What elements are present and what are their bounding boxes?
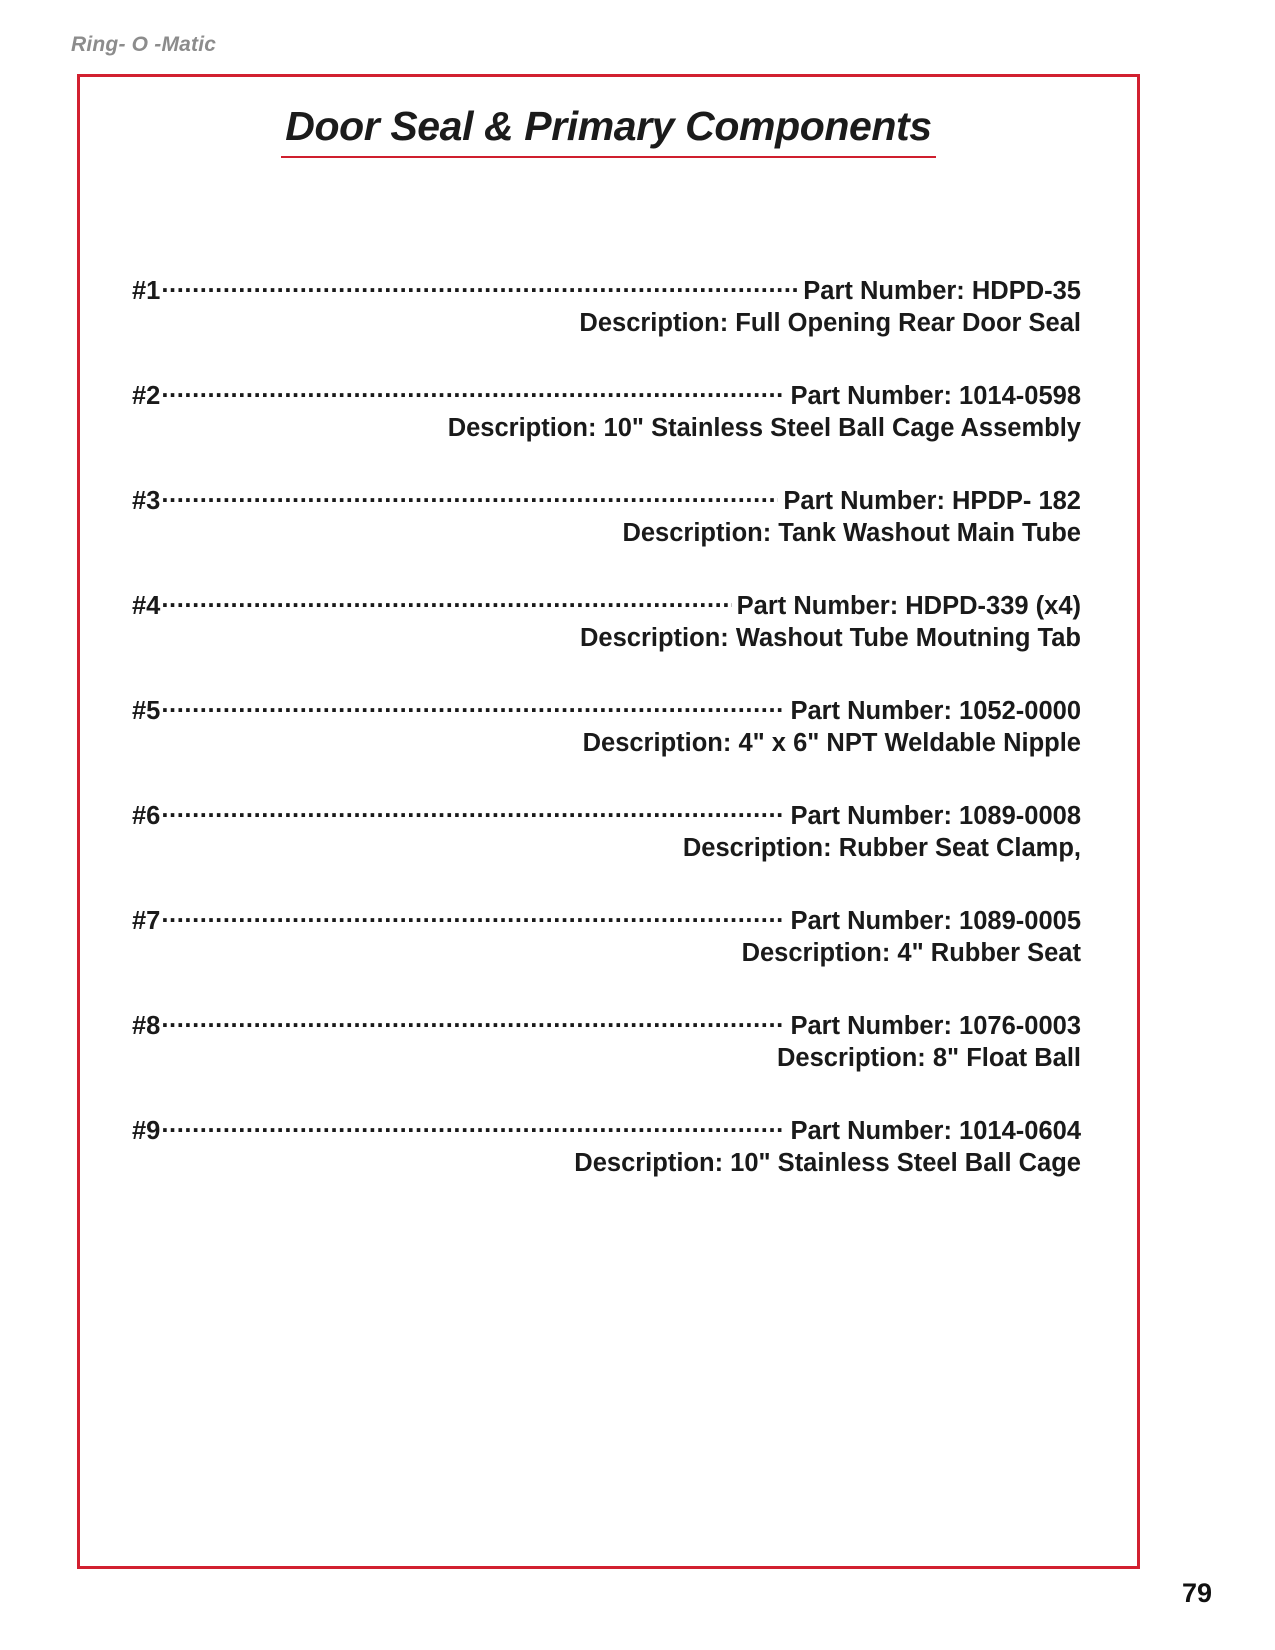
part-ref-number: #8 xyxy=(132,1012,161,1040)
part-number-text: Part Number: HDPD-35 xyxy=(803,277,1081,305)
part-number-text: Part Number: 1089-0008 xyxy=(790,802,1081,830)
list-item xyxy=(80,798,1137,863)
part-ref-number: #5 xyxy=(132,697,161,725)
list-item xyxy=(80,378,1137,443)
running-header-brand: Ring- O -Matic xyxy=(71,33,217,56)
list-item xyxy=(80,1008,1137,1073)
part-number-text: Part Number: 1052-0000 xyxy=(790,697,1081,725)
part-number-text: Part Number: 1076-0003 xyxy=(790,1012,1081,1040)
part-ref-number: #6 xyxy=(132,802,161,830)
part-number-row xyxy=(80,798,1137,831)
part-number-row xyxy=(80,693,1137,726)
part-description-text: Description: Rubber Seat Clamp, xyxy=(682,834,1081,862)
title-block xyxy=(80,103,1137,158)
part-description-text: Description: 10" Stainless Steel Ball Cage Assembly xyxy=(447,414,1081,442)
list-item xyxy=(80,1113,1137,1178)
page-title: Door Seal & Primary Components xyxy=(281,103,935,158)
part-number-row xyxy=(80,273,1137,306)
list-item xyxy=(80,903,1137,968)
dot-leader xyxy=(161,483,778,509)
part-number-row xyxy=(80,903,1137,936)
part-number-row xyxy=(80,588,1137,621)
dot-leader xyxy=(161,903,785,929)
page-number: 79 xyxy=(1181,1578,1212,1608)
list-item xyxy=(80,588,1137,653)
part-ref-number: #4 xyxy=(132,592,161,620)
dot-leader xyxy=(161,588,731,614)
part-description-text: Description: Washout Tube Moutning Tab xyxy=(580,624,1081,652)
dot-leader xyxy=(161,378,785,404)
part-number-row xyxy=(80,1113,1137,1146)
part-number-row xyxy=(80,378,1137,411)
part-number-text: Part Number: 1014-0598 xyxy=(790,382,1081,410)
dot-leader xyxy=(161,1008,785,1034)
dot-leader xyxy=(161,273,798,299)
list-item xyxy=(80,273,1137,338)
part-ref-number: #1 xyxy=(132,277,161,305)
dot-leader xyxy=(161,798,785,824)
list-item xyxy=(80,483,1137,548)
part-number-text: Part Number: HDPD-339 (x4) xyxy=(736,592,1081,620)
page-frame xyxy=(77,74,1140,1569)
part-number-row xyxy=(80,1008,1137,1041)
part-description-text: Description: 8" Float Ball xyxy=(777,1044,1081,1072)
part-description-text: Description: 4" x 6" NPT Weldable Nipple xyxy=(582,729,1081,757)
part-number-row xyxy=(80,483,1137,516)
part-description-text: Description: 4" Rubber Seat xyxy=(741,939,1081,967)
part-number-text: Part Number: 1089-0005 xyxy=(790,907,1081,935)
part-description-text: Description: Full Opening Rear Door Seal xyxy=(579,309,1081,337)
parts-list xyxy=(80,273,1137,1178)
part-ref-number: #2 xyxy=(132,382,161,410)
list-item xyxy=(80,693,1137,758)
part-ref-number: #7 xyxy=(132,907,161,935)
part-number-text: Part Number: 1014-0604 xyxy=(790,1117,1081,1145)
part-ref-number: #9 xyxy=(132,1117,161,1145)
part-description-text: Description: Tank Washout Main Tube xyxy=(622,519,1081,547)
dot-leader xyxy=(161,1113,785,1139)
part-description-text: Description: 10" Stainless Steel Ball Cage xyxy=(574,1149,1081,1177)
part-ref-number: #3 xyxy=(132,487,161,515)
part-number-text: Part Number: HPDP- 182 xyxy=(783,487,1081,515)
dot-leader xyxy=(161,693,785,719)
